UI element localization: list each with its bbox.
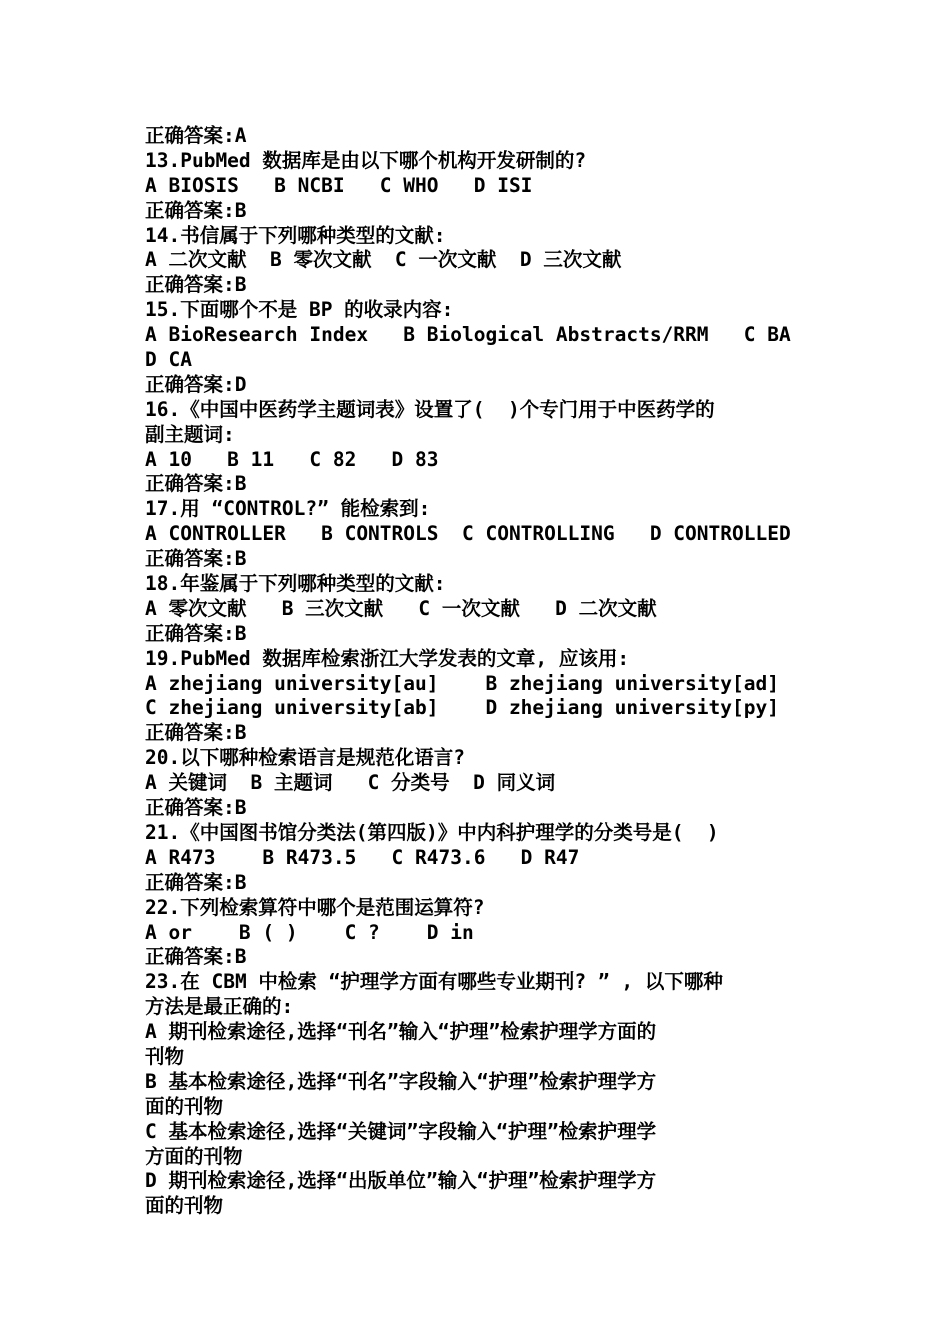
answer-22: 正确答案:B [145, 945, 247, 969]
answer-20: 正确答案:B [145, 796, 247, 820]
question-22: 22.下列检索算符中哪个是范围运算符? [145, 895, 485, 919]
options-21: A R473 B R473.5 C R473.6 D R47 [145, 845, 580, 869]
answer-17: 正确答案:B [145, 547, 247, 571]
options-22: A or B ( ) C ? D in [145, 920, 474, 944]
question-23: 23.在 CBM 中检索 “护理学方面有哪些专业期刊? ” , 以下哪种 [145, 970, 723, 994]
options-19-a: A zhejiang university[au] B zhejiang university[ad] [145, 671, 779, 695]
options-15-a: A BioResearch Index B Biological Abstracts/RRM C BA [145, 323, 791, 347]
option-23-b-cont: 面的刊物 [145, 1094, 224, 1118]
question-17: 17.用 “CONTROL?” 能检索到: [145, 497, 431, 521]
answer-18: 正确答案:B [145, 621, 247, 645]
option-23-c: C 基本检索途径,选择“关键词”字段输入“护理”检索护理学 [145, 1119, 657, 1143]
question-21: 21.《中国图书馆分类法(第四版)》中内科护理学的分类号是( ) [145, 820, 719, 844]
question-16: 16.《中国中医药学主题词表》设置了( )个专门用于中医药学的 [145, 397, 715, 421]
question-18: 18.年鉴属于下列哪种类型的文献: [145, 572, 446, 596]
option-23-b: B 基本检索途径,选择“刊名”字段输入“护理”检索护理学方 [145, 1069, 657, 1093]
question-13: 13.PubMed 数据库是由以下哪个机构开发研制的? [145, 148, 587, 172]
answer-14: 正确答案:B [145, 273, 247, 297]
options-19-b: C zhejiang university[ab] D zhejiang university[py] [145, 696, 779, 720]
options-18: A 零次文献 B 三次文献 C 一次文献 D 二次文献 [145, 596, 657, 620]
answer-16: 正确答案:B [145, 472, 247, 496]
question-19: 19.PubMed 数据库检索浙江大学发表的文章, 应该用: [145, 646, 630, 670]
answer-19: 正确答案:B [145, 721, 247, 745]
options-16: A 10 B 11 C 82 D 83 [145, 447, 439, 471]
options-13: A BIOSIS B NCBI C WHO D ISI [145, 173, 533, 197]
answer-line: 正确答案:A [145, 124, 247, 147]
question-23-cont: 方法是最正确的: [145, 995, 294, 1019]
option-23-d: D 期刊检索途径,选择“出版单位”输入“护理”检索护理学方 [145, 1169, 657, 1193]
option-23-c-cont: 方面的刊物 [145, 1144, 243, 1168]
question-15: 15.下面哪个不是 BP 的收录内容: [145, 298, 454, 322]
answer-21: 正确答案:B [145, 870, 247, 894]
option-23-a-cont: 刊物 [145, 1044, 185, 1068]
question-16-cont: 副主题词: [145, 422, 235, 446]
question-14: 14.书信属于下列哪种类型的文献: [145, 223, 446, 247]
options-20: A 关键词 B 主题词 C 分类号 D 同义词 [145, 771, 556, 795]
options-15-b: D CA [145, 348, 192, 372]
answer-13: 正确答案:B [145, 198, 247, 222]
answer-15: 正确答案:D [145, 372, 247, 396]
options-14: A 二次文献 B 零次文献 C 一次文献 D 三次文献 [145, 248, 622, 272]
question-20: 20.以下哪种检索语言是规范化语言? [145, 746, 465, 770]
options-17: A CONTROLLER B CONTROLS C CONTROLLING D CONTROLLED [145, 522, 791, 546]
option-23-d-cont: 面的刊物 [145, 1194, 224, 1218]
document-page [145, 124, 813, 1219]
option-23-a: A 期刊检索途径,选择“刊名”输入“护理”检索护理学方面的 [145, 1020, 657, 1044]
